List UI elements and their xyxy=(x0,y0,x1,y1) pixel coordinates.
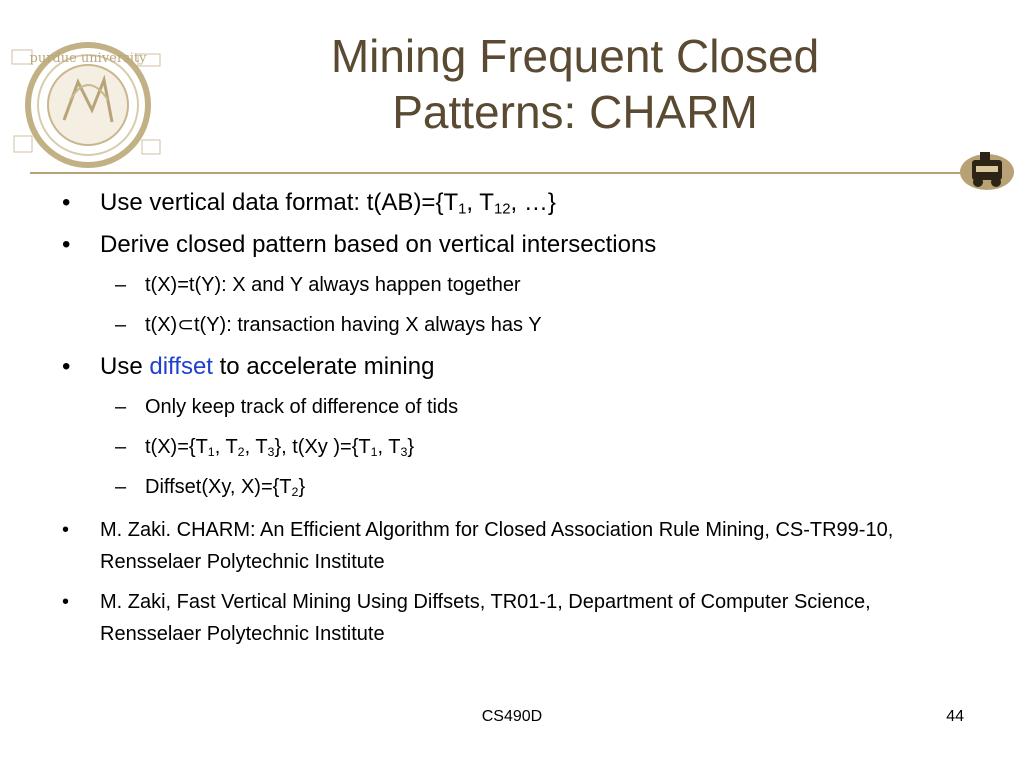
sub-list-item xyxy=(0,272,975,298)
highlighted-term: diffset xyxy=(149,353,213,380)
dash-marker: – xyxy=(115,314,127,336)
subscript: 2 xyxy=(291,485,299,500)
list-item-text: t(X)={T xyxy=(145,436,208,458)
subscript: 1 xyxy=(458,201,467,218)
dash-marker: – xyxy=(115,476,127,498)
list-item-text: } xyxy=(298,476,306,498)
university-seal-icon xyxy=(8,40,166,170)
bullet-marker: • xyxy=(62,591,70,613)
footer-course: CS490D xyxy=(481,708,543,725)
list-item-text: Only keep track of difference of tids xyxy=(145,396,459,418)
subscript: 12 xyxy=(493,201,511,218)
sub-list-item xyxy=(0,474,975,500)
list-item xyxy=(0,230,970,260)
list-item-text: to accelerate mining xyxy=(212,353,435,380)
sub-list-item xyxy=(0,312,975,338)
list-item xyxy=(0,586,970,650)
bullet-marker: • xyxy=(62,189,71,216)
bullet-list xyxy=(0,188,1024,658)
list-item-text: , T xyxy=(244,436,268,458)
list-item-text: Use xyxy=(100,353,150,380)
dash-marker: – xyxy=(115,274,127,296)
dash-marker: – xyxy=(115,396,127,418)
subset-symbol: ⊂ xyxy=(177,314,194,336)
list-item-text: , T xyxy=(377,436,401,458)
list-item-text: Diffset(Xy, X)={T xyxy=(145,476,292,498)
dash-marker: – xyxy=(115,436,127,458)
list-item-text: Use vertical data format: t(AB)={T xyxy=(100,189,459,216)
slide-number: 44 xyxy=(946,708,964,725)
list-item-text: t(X) xyxy=(145,314,178,336)
subscript: 2 xyxy=(237,445,245,460)
reference-text: M. Zaki, Fast Vertical Mining Using Diffsets, TR01-1, Department of Computer Science, Rensselaer Polytechnic Institute xyxy=(100,591,871,645)
subscript: 3 xyxy=(400,445,408,460)
list-item-text: , T xyxy=(466,189,494,216)
subscript: 1 xyxy=(370,445,378,460)
list-item-text: t(X)=t(Y): X and Y always happen together xyxy=(145,274,521,296)
bullet-marker: • xyxy=(62,353,71,380)
list-item xyxy=(0,514,970,578)
subscript: 3 xyxy=(267,445,275,460)
list-item xyxy=(0,188,970,218)
title-divider xyxy=(30,172,968,174)
slide-title xyxy=(195,28,955,140)
list-item-text: , T xyxy=(214,436,238,458)
sub-list-item xyxy=(0,434,975,460)
seal-lettering: purdue university xyxy=(29,51,147,66)
bullet-marker: • xyxy=(62,519,70,541)
list-item-text: , …} xyxy=(510,189,556,216)
title-line-1: Mining Frequent Closed xyxy=(330,30,820,82)
list-item-text: Derive closed pattern based on vertical intersections xyxy=(100,231,657,258)
sub-list-item xyxy=(0,394,975,420)
list-item-text: } xyxy=(407,436,415,458)
reference-text: M. Zaki. CHARM: An Efficient Algorithm for Closed Association Rule Mining, CS-TR99-10, Rensselaer Polytechnic Institute xyxy=(100,519,894,573)
bullet-marker: • xyxy=(62,231,71,258)
title-line-2: Patterns: CHARM xyxy=(392,86,758,138)
subscript: 1 xyxy=(207,445,215,460)
purdue-train-icon xyxy=(958,148,1016,192)
list-item xyxy=(0,352,970,382)
list-item-text: }, t(Xy )={T xyxy=(274,436,371,458)
list-item-text: t(Y): transaction having X always has Y xyxy=(193,314,542,336)
